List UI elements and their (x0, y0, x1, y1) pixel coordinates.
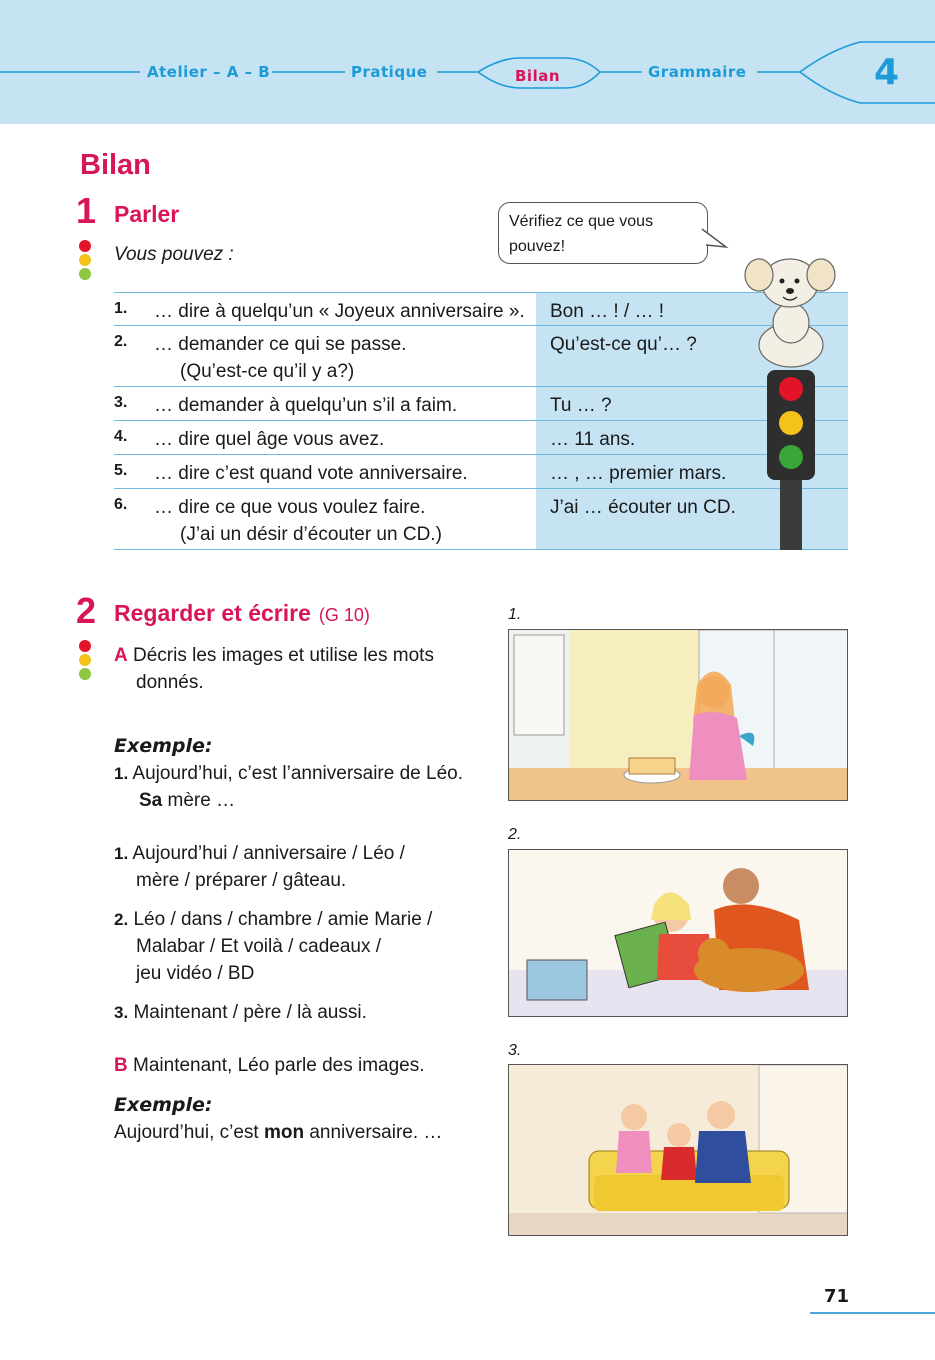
nav-pratique[interactable]: Pratique (351, 63, 428, 81)
picture-3-label: 3. (508, 1042, 522, 1059)
nav-grammaire[interactable]: Grammaire (648, 63, 747, 81)
task-a-instruction: A Décris les images et utilise les mots donnés. (114, 645, 434, 693)
exercise-1-number: 1 (76, 190, 97, 231)
nav-bilan[interactable]: Bilan (515, 67, 561, 85)
row-answer: Tu … ? (550, 395, 612, 416)
row-answer: … 11 ans. (550, 429, 636, 450)
picture-2-label: 2. (508, 826, 522, 843)
row-number: 6. (114, 496, 128, 513)
row-answer: … , … premier mars. (550, 463, 727, 484)
speech-bubble: Vérifiez ce que vous pouvez! (498, 202, 708, 264)
row-number: 1. (114, 300, 128, 317)
task-item-2: 2. Léo / dans / chambre / amie Marie / Malabar / Et voilà / cadeaux / jeu vidéo / BD (114, 909, 433, 984)
row-text: … dire c’est quand vote anniversaire. (154, 463, 468, 484)
green-light-icon (779, 445, 803, 469)
nav-atelier[interactable]: Atelier – A – B (147, 63, 271, 81)
kids-with-dog-illustration (509, 850, 848, 1017)
row-answer: Bon … ! / … ! (550, 301, 665, 322)
footer-line (810, 1312, 935, 1314)
example-b: Aujourd’hui, c’est mon anniversaire. … (114, 1122, 443, 1143)
task-item-1: 1. Aujourd’hui / anniversaire / Léo / mère / préparer / gâteau. (114, 843, 405, 891)
row-text: … dire à quelqu’un « Joyeux anniversaire ». (154, 301, 525, 322)
task-a-letter: A (114, 645, 128, 666)
exercise-1-intro: Vous pouvez : (114, 244, 234, 265)
page-title: Bilan (80, 149, 151, 181)
yellow-dot-icon (79, 254, 91, 266)
page-number: 71 (824, 1286, 850, 1307)
red-dot-icon (79, 240, 91, 252)
task-item-3: 3. Maintenant / père / là aussi. (114, 1002, 367, 1023)
task-b-instruction: B Maintenant, Léo parle des images. (114, 1055, 425, 1076)
yellow-light-icon (779, 411, 803, 435)
green-dot-icon (79, 268, 91, 280)
grammar-reference: (G 10) (318, 605, 370, 625)
chapter-number: 4 (874, 52, 900, 93)
row-text: … demander à quelqu’un s’il a faim. (154, 395, 458, 416)
picture-3-living-room (508, 1064, 848, 1236)
picture-2-bedroom (508, 849, 848, 1017)
row-text: … demander ce qui se passe. (Qu’est-ce qu’il y a?) (154, 334, 407, 382)
exercise-2-number: 2 (76, 590, 97, 631)
speech-bubble-tail (700, 225, 730, 251)
nav-line (0, 0, 935, 124)
mascot-dog-icon (745, 259, 835, 367)
row-text: … dire quel âge vous avez. (154, 429, 385, 450)
mother-baking-cake-illustration (509, 630, 848, 801)
exercise-1-title: Parler (114, 201, 180, 227)
mascot-traffic-light-illustration (735, 245, 845, 550)
chapter-header (0, 0, 935, 124)
task-b-letter: B (114, 1055, 128, 1076)
row-number: 4. (114, 428, 128, 445)
yellow-dot-icon (79, 654, 91, 666)
red-dot-icon (79, 640, 91, 652)
row-answer: J’ai … écouter un CD. (550, 497, 736, 518)
row-number: 5. (114, 462, 128, 479)
example-label: Exemple: (114, 735, 213, 757)
red-light-icon (779, 377, 803, 401)
example-label-b: Exemple: (114, 1094, 213, 1116)
family-on-sofa-illustration (509, 1065, 848, 1236)
row-text: … dire ce que vous voulez faire. (J’ai un désir d’écouter un CD.) (154, 497, 442, 545)
row-number: 3. (114, 394, 128, 411)
row-number: 2. (114, 333, 128, 350)
green-dot-icon (79, 668, 91, 680)
picture-1-kitchen (508, 629, 848, 801)
row-answer: Qu’est-ce qu’… ? (550, 334, 697, 355)
exercise-2-title: Regarder et écrire (G 10) (114, 600, 370, 626)
example-a: 1. Aujourd’hui, c’est l’anniversaire de Léo. Sa mère … (114, 763, 464, 811)
picture-1-label: 1. (508, 606, 522, 623)
